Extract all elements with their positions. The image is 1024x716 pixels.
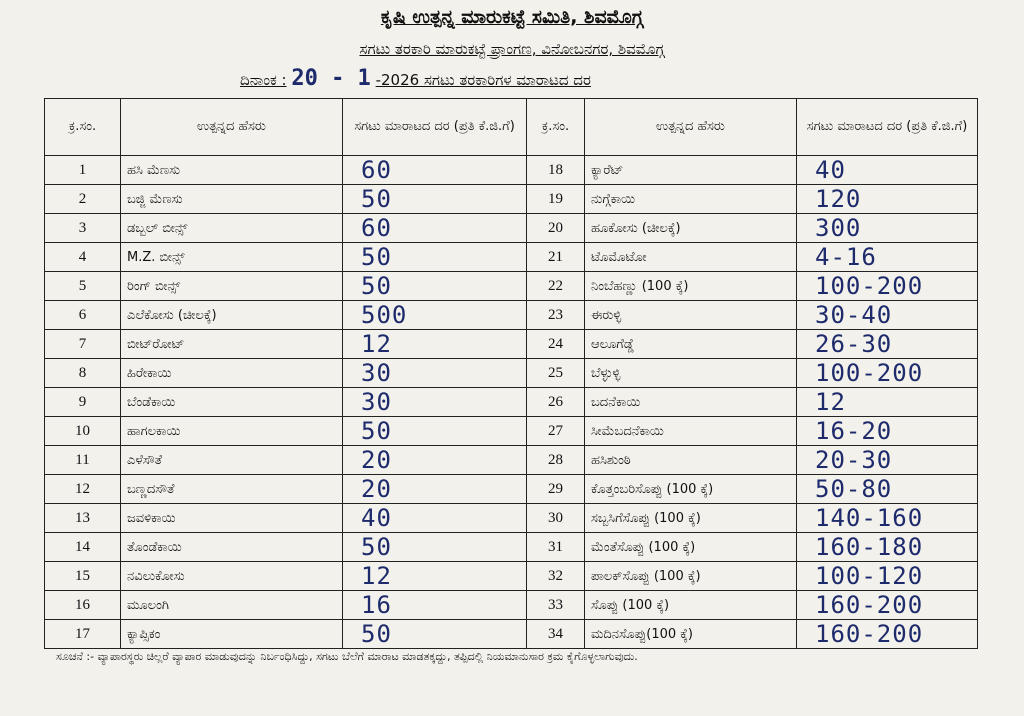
- table-row: [45, 359, 978, 388]
- table-row: [45, 446, 978, 475]
- table-row: [45, 591, 978, 620]
- price-table: [44, 98, 978, 649]
- table-body: [45, 156, 978, 649]
- product-name-cell: ಬಣ್ಣದಸೌತೆ: [121, 475, 343, 504]
- rate-cell: 60: [343, 156, 527, 185]
- table-row: [45, 156, 978, 185]
- rate-cell: 30-40: [797, 301, 978, 330]
- product-name-cell: ಆಲೂಗೆಡ್ಡೆ: [585, 330, 797, 359]
- table-header-row: [45, 99, 978, 156]
- table-row: [45, 301, 978, 330]
- sno-cell: 6: [45, 301, 121, 330]
- sno-cell: 20: [527, 214, 585, 243]
- sno-cell: 29: [527, 475, 585, 504]
- table-row: [45, 388, 978, 417]
- table-row: [45, 533, 978, 562]
- committee-title: ಕೃಷಿ ಉತ್ಪನ್ನ ಮಾರುಕಟ್ಟೆ ಸಮಿತಿ, ಶಿವಮೊಗ್ಗ: [380, 6, 644, 28]
- sno-cell: 5: [45, 272, 121, 301]
- product-name-cell: ಕೊತ್ತಂಬರಿಸೊಪ್ಪು (100 ಕ್ಕೆ): [585, 475, 797, 504]
- rate-cell: 40: [343, 504, 527, 533]
- col-rate-right: ಸಗಟು ಮಾರಾಟದ ದರ (ಪ್ರತಿ ಕೆ.ಜಿ.ಗೆ): [797, 99, 978, 156]
- table-row: [45, 417, 978, 446]
- rate-cell: 30: [343, 359, 527, 388]
- product-name-cell: ಮೆಂತೆಸೊಪ್ಪು (100 ಕ್ಕೆ): [585, 533, 797, 562]
- sno-cell: 15: [45, 562, 121, 591]
- product-name-cell: ಸೊಪ್ಪು (100 ಕ್ಕೆ): [585, 591, 797, 620]
- rate-cell: 20: [343, 475, 527, 504]
- rate-cell: 100-200: [797, 359, 978, 388]
- rate-cell: 50: [343, 243, 527, 272]
- product-name-cell: ಹಾಗಲಕಾಯಿ: [121, 417, 343, 446]
- product-name-cell: ಎಲೆಕೋಸು (ಚೀಲಕ್ಕೆ): [121, 301, 343, 330]
- rate-cell: 50: [343, 620, 527, 649]
- col-rate-left: ಸಗಟು ಮಾರಾಟದ ದರ (ಪ್ರತಿ ಕೆ.ಜಿ.ಗೆ): [343, 99, 527, 156]
- table-row: [45, 243, 978, 272]
- table-row: [45, 504, 978, 533]
- product-name-cell: ಹೂಕೋಸು (ಚೀಲಕ್ಕೆ): [585, 214, 797, 243]
- rate-cell: 4-16: [797, 243, 978, 272]
- rate-cell: 50: [343, 272, 527, 301]
- sno-cell: 17: [45, 620, 121, 649]
- date-suffix: -2026 ಸಗಟು ತರಕಾರಿಗಳ ಮಾರಾಟದ ದರ: [375, 71, 591, 89]
- rate-cell: 40: [797, 156, 978, 185]
- product-name-cell: ಕ್ಯಾಪ್ಸಿಕಂ: [121, 620, 343, 649]
- product-name-cell: ಮದಿನಸೊಪ್ಪು(100 ಕ್ಕೆ): [585, 620, 797, 649]
- product-name-cell: ಸಬ್ಬಸಿಗೆಸೊಪ್ಪು (100 ಕ್ಕೆ): [585, 504, 797, 533]
- product-name-cell: ಹಿರೇಕಾಯಿ: [121, 359, 343, 388]
- rate-cell: 100-200: [797, 272, 978, 301]
- product-name-cell: ಎಳೆಸೌತೆ: [121, 446, 343, 475]
- sno-cell: 32: [527, 562, 585, 591]
- col-product-left: ಉತ್ಪನ್ನದ ಹೆಸರು: [121, 99, 343, 156]
- table-row: [45, 620, 978, 649]
- sno-cell: 22: [527, 272, 585, 301]
- rate-cell: 160-180: [797, 533, 978, 562]
- rate-cell: 120: [797, 185, 978, 214]
- product-name-cell: ಪಾಲಕ್‌ಸೊಪ್ಪು (100 ಕ್ಕೆ): [585, 562, 797, 591]
- sno-cell: 1: [45, 156, 121, 185]
- sno-cell: 21: [527, 243, 585, 272]
- rate-cell: 16-20: [797, 417, 978, 446]
- product-name-cell: M.Z. ಬೀನ್ಸ್: [121, 243, 343, 272]
- sno-cell: 33: [527, 591, 585, 620]
- sno-cell: 26: [527, 388, 585, 417]
- product-name-cell: ನಿಂಬೆಹಣ್ಣು (100 ಕ್ಕೆ): [585, 272, 797, 301]
- sno-cell: 14: [45, 533, 121, 562]
- rate-cell: 20: [343, 446, 527, 475]
- rate-cell: 12: [343, 562, 527, 591]
- product-name-cell: ನುಗ್ಗೆಕಾಯಿ: [585, 185, 797, 214]
- sno-cell: 2: [45, 185, 121, 214]
- sno-cell: 10: [45, 417, 121, 446]
- sno-cell: 3: [45, 214, 121, 243]
- product-name-cell: ಡಬ್ಬಲ್ ಬೀನ್ಸ್: [121, 214, 343, 243]
- rate-cell: 20-30: [797, 446, 978, 475]
- date-label: ದಿನಾಂಕ :: [240, 71, 287, 89]
- rate-cell: 30: [343, 388, 527, 417]
- rate-cell: 50-80: [797, 475, 978, 504]
- product-name-cell: ಈರುಳ್ಳಿ: [585, 301, 797, 330]
- sno-cell: 30: [527, 504, 585, 533]
- product-name-cell: ಹಸಿ ಮೆಣಸು: [121, 156, 343, 185]
- product-name-cell: ಜವಳಿಕಾಯಿ: [121, 504, 343, 533]
- col-sno-left: ಕ್ರ.ಸಂ.: [45, 99, 121, 156]
- market-subtitle: ಸಗಟು ತರಕಾರಿ ಮಾರುಕಟ್ಟೆ ಪ್ರಾಂಗಣ, ವಿನೋಬನಗರ, ಶಿವಮೊಗ್ಗ: [359, 40, 665, 58]
- sno-cell: 25: [527, 359, 585, 388]
- sno-cell: 7: [45, 330, 121, 359]
- rate-cell: 26-30: [797, 330, 978, 359]
- sno-cell: 31: [527, 533, 585, 562]
- sno-cell: 23: [527, 301, 585, 330]
- sno-cell: 16: [45, 591, 121, 620]
- table-row: [45, 185, 978, 214]
- sno-cell: 12: [45, 475, 121, 504]
- rate-cell: 140-160: [797, 504, 978, 533]
- table-row: [45, 475, 978, 504]
- rate-cell: 500: [343, 301, 527, 330]
- sno-cell: 9: [45, 388, 121, 417]
- rate-cell: 12: [343, 330, 527, 359]
- sno-cell: 27: [527, 417, 585, 446]
- rate-cell: 12: [797, 388, 978, 417]
- rate-cell: 60: [343, 214, 527, 243]
- product-name-cell: ಬಜ್ಜಿ ಮೆಣಸು: [121, 185, 343, 214]
- product-name-cell: ಮೂಲಂಗಿ: [121, 591, 343, 620]
- product-name-cell: ತೊಂಡೆಕಾಯಿ: [121, 533, 343, 562]
- col-product-right: ಉತ್ಪನ್ನದ ಹೆಸರು: [585, 99, 797, 156]
- sno-cell: 11: [45, 446, 121, 475]
- product-name-cell: ಕ್ಯಾರೆಟ್: [585, 156, 797, 185]
- product-name-cell: ಟೊಮೊಟೋ: [585, 243, 797, 272]
- rate-cell: 16: [343, 591, 527, 620]
- handwritten-date: 20 - 1: [291, 66, 371, 91]
- sno-cell: 18: [527, 156, 585, 185]
- product-name-cell: ನವಿಲುಕೋಸು: [121, 562, 343, 591]
- sno-cell: 4: [45, 243, 121, 272]
- sno-cell: 28: [527, 446, 585, 475]
- rate-cell: 50: [343, 417, 527, 446]
- product-name-cell: ಹಸಿಶುಂಠಿ: [585, 446, 797, 475]
- sno-cell: 8: [45, 359, 121, 388]
- product-name-cell: ಬೀಟ್‌ರೋಟ್: [121, 330, 343, 359]
- product-name-cell: ಬೆಳ್ಳುಳ್ಳಿ: [585, 359, 797, 388]
- rate-cell: 300: [797, 214, 978, 243]
- rate-cell: 50: [343, 533, 527, 562]
- sno-cell: 34: [527, 620, 585, 649]
- col-sno-right: ಕ್ರ.ಸಂ.: [527, 99, 585, 156]
- sno-cell: 24: [527, 330, 585, 359]
- product-name-cell: ಸೀಮೆಬದನೆಕಾಯಿ: [585, 417, 797, 446]
- sno-cell: 13: [45, 504, 121, 533]
- rate-cell: 50: [343, 185, 527, 214]
- rate-cell: 160-200: [797, 591, 978, 620]
- date-line: [240, 66, 591, 91]
- notice-text: ಸೂಚನೆ :- ವ್ಯಾಪಾರಸ್ಥರು ಚಿಲ್ಲರೆ ವ್ಯಾಪಾರ ಮಾಡುವುದನ್ನು ನಿರ್ಬಂಧಿಸಿದ್ದು, ಸಗಟು ಬೆಲೆಗೆ ಮಾರಾಟ ಮಾಡತಕ್ಕದ್ದು, ತಪ್ಪಿದಲ್ಲಿ ನಿಯಮಾನುಸಾರ ಕ್ರಮ ಕೈಗೊಳ್ಳಲಾಗುವುದು.: [56, 650, 638, 663]
- table-row: [45, 214, 978, 243]
- product-name-cell: ಬದನೆಕಾಯಿ: [585, 388, 797, 417]
- table-row: [45, 330, 978, 359]
- rate-cell: 100-120: [797, 562, 978, 591]
- table-row: [45, 562, 978, 591]
- product-name-cell: ರಿಂಗ್ ಬೀನ್ಸ್: [121, 272, 343, 301]
- table-row: [45, 272, 978, 301]
- product-name-cell: ಬೆಂಡೆಕಾಯಿ: [121, 388, 343, 417]
- sno-cell: 19: [527, 185, 585, 214]
- rate-cell: 160-200: [797, 620, 978, 649]
